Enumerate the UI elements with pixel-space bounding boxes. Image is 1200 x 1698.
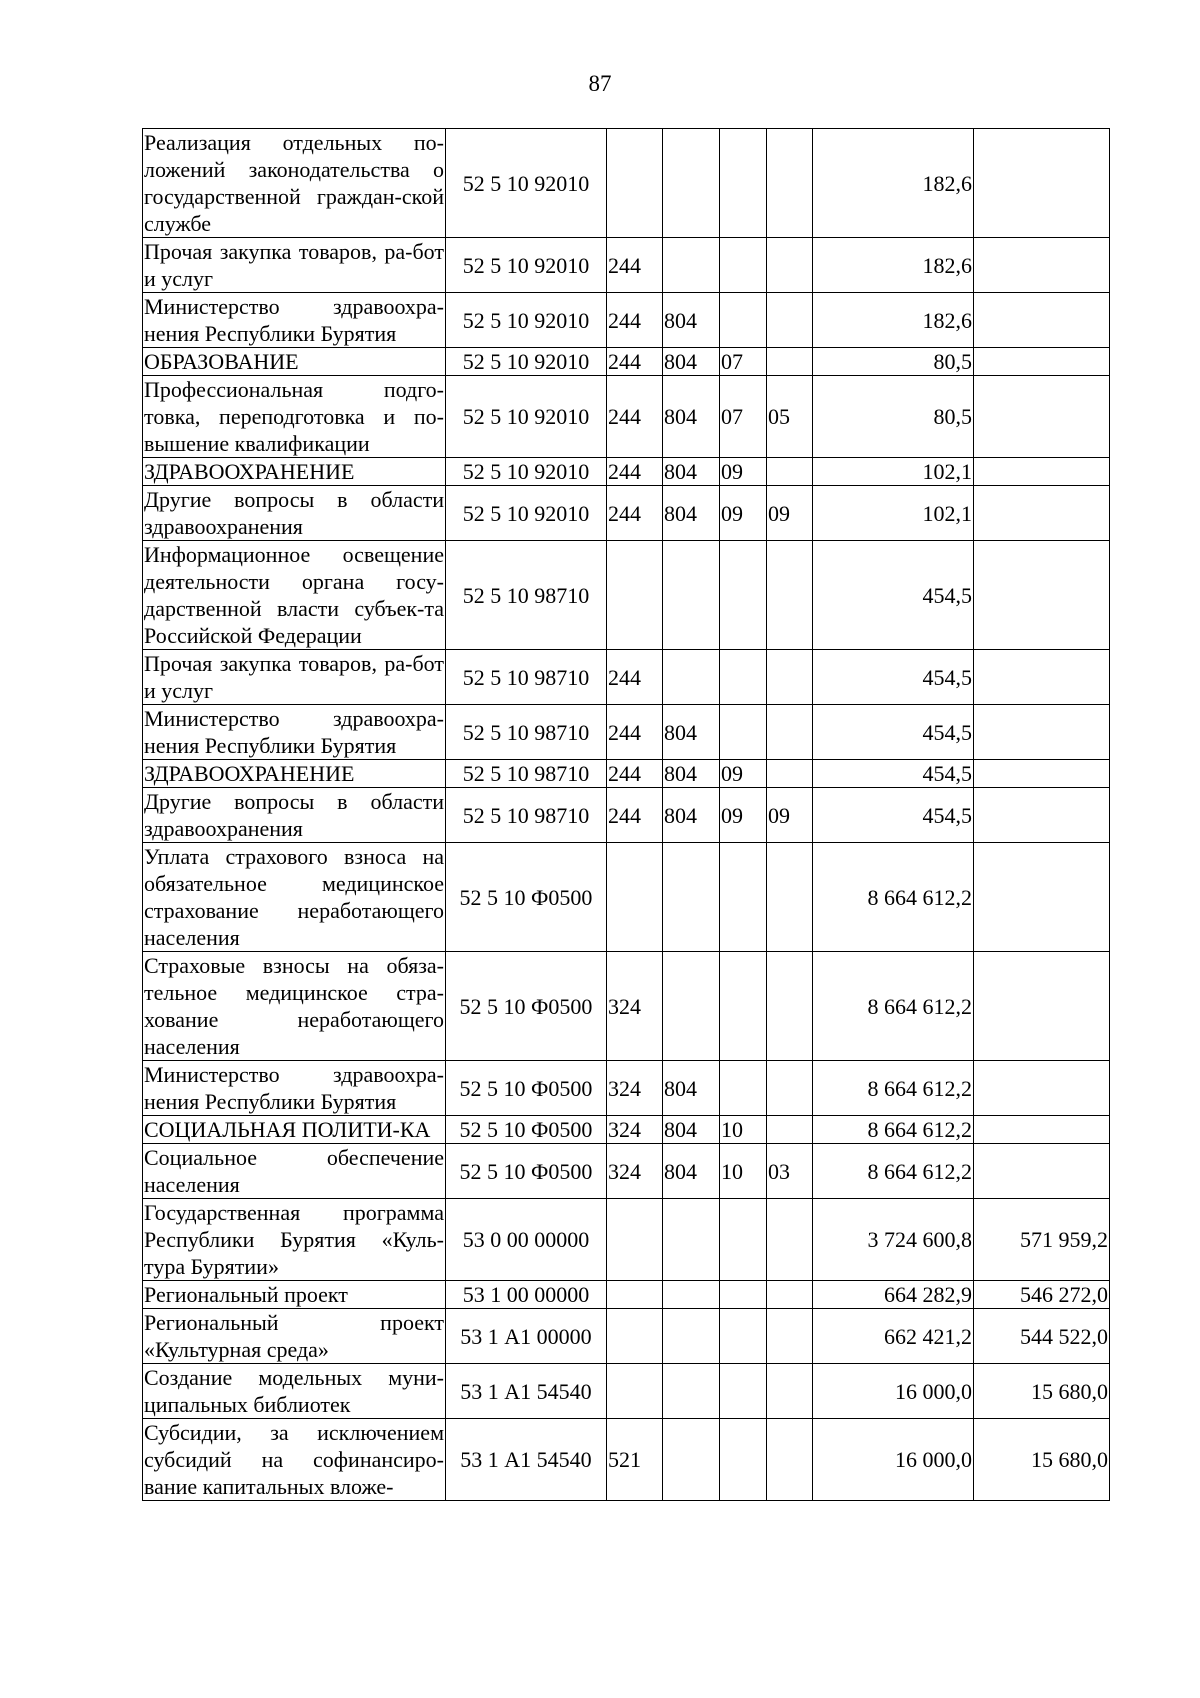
section-code-cell: 07 (720, 348, 767, 376)
row-name-cell: ЗДРАВООХРАНЕНИЕ (143, 760, 446, 788)
row-name-cell: Министерство здравоохра-нения Республики Бурятия (144, 1062, 444, 1114)
table-row (143, 952, 1110, 1061)
expense-type-cell: 244 (607, 760, 663, 788)
section-code-cell (720, 705, 767, 760)
expense-type-cell: 244 (607, 238, 663, 293)
subsection-code-cell (767, 541, 813, 650)
subsection-code-cell (767, 129, 813, 238)
target-article-cell: 52 5 10 92010 (446, 129, 607, 238)
expense-type-cell: 324 (607, 1144, 663, 1199)
expense-type-cell: 324 (607, 952, 663, 1061)
target-article-cell: 52 5 10 92010 (446, 458, 607, 486)
row-name-cell: Информационное освещение деятельности органа госу-дарственной власти субъек-та Российской Федерации (144, 542, 444, 648)
amount-total-cell: 8 664 612,2 (813, 843, 974, 952)
section-code-cell (720, 1419, 767, 1501)
amount-total-cell: 182,6 (813, 238, 974, 293)
amount-federal-cell: 544 522,0 (974, 1309, 1110, 1364)
section-code-cell: 10 (720, 1116, 767, 1144)
section-code-cell (720, 1364, 767, 1419)
subsection-code-cell: 09 (767, 788, 813, 843)
table-row (143, 238, 1110, 293)
ministry-code-cell (663, 1199, 720, 1281)
row-name-cell: Прочая закупка товаров, ра-бот и услуг (144, 239, 444, 291)
amount-federal-cell (974, 760, 1110, 788)
amount-total-cell: 662 421,2 (813, 1309, 974, 1364)
table-row (143, 348, 1110, 376)
row-name-cell: ЗДРАВООХРАНЕНИЕ (143, 458, 446, 486)
expense-type-cell: 244 (607, 650, 663, 705)
subsection-code-cell (767, 1116, 813, 1144)
expense-type-cell: 324 (607, 1116, 663, 1144)
ministry-code-cell (663, 952, 720, 1061)
row-name-cell: Министерство здравоохра-нения Республики Бурятия (144, 706, 444, 758)
ministry-code-cell: 804 (663, 376, 720, 458)
table-row (143, 129, 1110, 238)
subsection-code-cell: 09 (767, 486, 813, 541)
section-code-cell (720, 541, 767, 650)
target-article-cell: 52 5 10 98710 (446, 760, 607, 788)
expense-type-cell (607, 1199, 663, 1281)
amount-federal-cell (974, 238, 1110, 293)
amount-total-cell: 664 282,9 (813, 1281, 974, 1309)
subsection-code-cell (767, 458, 813, 486)
ministry-code-cell (663, 238, 720, 293)
section-code-cell (720, 843, 767, 952)
target-article-cell: 52 5 10 92010 (446, 238, 607, 293)
ministry-code-cell: 804 (663, 458, 720, 486)
amount-federal-cell (974, 952, 1110, 1061)
row-name-cell: Реализация отдельных по-ложений законодательства о государственной граждан-ской службе (144, 130, 444, 236)
subsection-code-cell (767, 650, 813, 705)
ministry-code-cell (663, 650, 720, 705)
row-name-cell: Региональный проект «Культурная среда» (144, 1310, 444, 1362)
section-code-cell (720, 129, 767, 238)
section-code-cell: 09 (720, 788, 767, 843)
amount-total-cell: 454,5 (813, 705, 974, 760)
table-row (143, 486, 1110, 541)
subsection-code-cell (767, 293, 813, 348)
row-name-cell: Уплата страхового взноса на обязательное медицинское страхование неработающего населения (144, 844, 444, 950)
amount-total-cell: 454,5 (813, 541, 974, 650)
table-row (143, 541, 1110, 650)
expense-type-cell: 244 (607, 486, 663, 541)
ministry-code-cell: 804 (663, 788, 720, 843)
ministry-code-cell: 804 (663, 760, 720, 788)
subsection-code-cell (767, 238, 813, 293)
expense-type-cell (607, 541, 663, 650)
table-row (143, 376, 1110, 458)
target-article-cell: 52 5 10 Ф0500 (446, 1144, 607, 1199)
amount-total-cell: 454,5 (813, 788, 974, 843)
expense-type-cell (607, 129, 663, 238)
amount-total-cell: 102,1 (813, 486, 974, 541)
table-row (143, 1364, 1110, 1419)
section-code-cell: 10 (720, 1144, 767, 1199)
amount-total-cell: 8 664 612,2 (813, 952, 974, 1061)
target-article-cell: 52 5 10 92010 (446, 348, 607, 376)
target-article-cell: 53 1 А1 54540 (446, 1419, 607, 1501)
row-name-cell: Региональный проект (143, 1281, 446, 1309)
amount-total-cell: 16 000,0 (813, 1419, 974, 1501)
amount-total-cell: 80,5 (813, 348, 974, 376)
expense-type-cell (607, 1309, 663, 1364)
expense-type-cell: 244 (607, 348, 663, 376)
target-article-cell: 52 5 10 Ф0500 (446, 952, 607, 1061)
subsection-code-cell (767, 952, 813, 1061)
table-row (143, 843, 1110, 952)
ministry-code-cell (663, 1419, 720, 1501)
subsection-code-cell (767, 1061, 813, 1116)
ministry-code-cell: 804 (663, 1116, 720, 1144)
section-code-cell (720, 1061, 767, 1116)
amount-federal-cell (974, 486, 1110, 541)
target-article-cell: 52 5 10 Ф0500 (446, 1061, 607, 1116)
expense-type-cell: 324 (607, 1061, 663, 1116)
table-row (143, 1116, 1110, 1144)
row-name-cell: Министерство здравоохра-нения Республики Бурятия (144, 294, 444, 346)
section-code-cell: 09 (720, 760, 767, 788)
amount-federal-cell: 546 272,0 (974, 1281, 1110, 1309)
ministry-code-cell: 804 (663, 293, 720, 348)
target-article-cell: 52 5 10 98710 (446, 788, 607, 843)
section-code-cell (720, 1199, 767, 1281)
table-body (143, 129, 1110, 1501)
section-code-cell (720, 1309, 767, 1364)
ministry-code-cell (663, 1281, 720, 1309)
target-article-cell: 53 1 00 00000 (446, 1281, 607, 1309)
expense-type-cell: 244 (607, 788, 663, 843)
amount-federal-cell (974, 788, 1110, 843)
ministry-code-cell (663, 1364, 720, 1419)
expense-type-cell: 244 (607, 458, 663, 486)
subsection-code-cell: 05 (767, 376, 813, 458)
ministry-code-cell: 804 (663, 486, 720, 541)
ministry-code-cell: 804 (663, 1144, 720, 1199)
table-row (143, 1144, 1110, 1199)
subsection-code-cell (767, 1281, 813, 1309)
target-article-cell: 52 5 10 Ф0500 (446, 843, 607, 952)
ministry-code-cell (663, 843, 720, 952)
ministry-code-cell: 804 (663, 348, 720, 376)
amount-federal-cell (974, 293, 1110, 348)
expense-type-cell: 521 (607, 1419, 663, 1501)
table-row (143, 458, 1110, 486)
expense-type-cell (607, 1364, 663, 1419)
amount-federal-cell (974, 650, 1110, 705)
subsection-code-cell (767, 1199, 813, 1281)
amount-federal-cell (974, 843, 1110, 952)
section-code-cell (720, 293, 767, 348)
section-code-cell (720, 1281, 767, 1309)
row-name-cell: Профессиональная подго-товка, переподготовка и по-вышение квалификации (144, 377, 444, 456)
amount-total-cell: 8 664 612,2 (813, 1116, 974, 1144)
table-row (143, 705, 1110, 760)
row-name-cell: Государственная программа Республики Бурятия «Куль-тура Бурятии» (144, 1200, 444, 1279)
expense-type-cell: 244 (607, 705, 663, 760)
target-article-cell: 52 5 10 98710 (446, 541, 607, 650)
amount-federal-cell (974, 376, 1110, 458)
row-name-cell: ОБРАЗОВАНИЕ (143, 348, 446, 376)
row-name-cell: Прочая закупка товаров, ра-бот и услуг (144, 651, 444, 703)
amount-total-cell: 3 724 600,8 (813, 1199, 974, 1281)
expense-type-cell: 244 (607, 376, 663, 458)
subsection-code-cell (767, 348, 813, 376)
ministry-code-cell: 804 (663, 1061, 720, 1116)
row-name-cell: Страховые взносы на обяза-тельное медицинское стра-хование неработающего населения (144, 953, 444, 1059)
amount-federal-cell (974, 705, 1110, 760)
amount-federal-cell: 15 680,0 (974, 1419, 1110, 1501)
table-row (143, 1419, 1110, 1501)
table-row (143, 788, 1110, 843)
table-row (143, 1061, 1110, 1116)
target-article-cell: 53 1 А1 54540 (446, 1364, 607, 1419)
subsection-code-cell (767, 1419, 813, 1501)
target-article-cell: 53 0 00 00000 (446, 1199, 607, 1281)
target-article-cell: 52 5 10 92010 (446, 376, 607, 458)
amount-total-cell: 8 664 612,2 (813, 1144, 974, 1199)
subsection-code-cell (767, 1364, 813, 1419)
row-name-cell: СОЦИАЛЬНАЯ ПОЛИТИ-КА (143, 1116, 446, 1144)
amount-federal-cell (974, 129, 1110, 238)
subsection-code-cell: 03 (767, 1144, 813, 1199)
subsection-code-cell (767, 760, 813, 788)
amount-total-cell: 102,1 (813, 458, 974, 486)
amount-total-cell: 454,5 (813, 650, 974, 705)
row-name-cell: Создание модельных муни-ципальных библиотек (144, 1365, 444, 1417)
section-code-cell (720, 650, 767, 705)
expense-type-cell (607, 843, 663, 952)
amount-total-cell: 182,6 (813, 129, 974, 238)
budget-table (142, 128, 1110, 1501)
subsection-code-cell (767, 1309, 813, 1364)
amount-total-cell: 8 664 612,2 (813, 1061, 974, 1116)
section-code-cell: 09 (720, 458, 767, 486)
amount-federal-cell (974, 541, 1110, 650)
section-code-cell: 07 (720, 376, 767, 458)
ministry-code-cell (663, 1309, 720, 1364)
ministry-code-cell: 804 (663, 705, 720, 760)
table-row (143, 760, 1110, 788)
section-code-cell: 09 (720, 486, 767, 541)
target-article-cell: 52 5 10 92010 (446, 293, 607, 348)
subsection-code-cell (767, 705, 813, 760)
section-code-cell (720, 952, 767, 1061)
amount-total-cell: 182,6 (813, 293, 974, 348)
page-number: 87 (588, 71, 612, 96)
target-article-cell: 52 5 10 Ф0500 (446, 1116, 607, 1144)
target-article-cell: 52 5 10 92010 (446, 486, 607, 541)
section-code-cell (720, 238, 767, 293)
target-article-cell: 53 1 А1 00000 (446, 1309, 607, 1364)
amount-federal-cell: 571 959,2 (974, 1199, 1110, 1281)
amount-total-cell: 80,5 (813, 376, 974, 458)
amount-federal-cell (974, 1061, 1110, 1116)
table-row (143, 650, 1110, 705)
ministry-code-cell (663, 129, 720, 238)
amount-federal-cell: 15 680,0 (974, 1364, 1110, 1419)
amount-total-cell: 16 000,0 (813, 1364, 974, 1419)
target-article-cell: 52 5 10 98710 (446, 650, 607, 705)
table-row (143, 1199, 1110, 1281)
row-name-cell: Субсидии, за исключением субсидий на софинансиро-вание капитальных вложе- (144, 1420, 444, 1499)
table-row (143, 1281, 1110, 1309)
row-name-cell: Другие вопросы в области здравоохранения (144, 487, 444, 539)
ministry-code-cell (663, 541, 720, 650)
table-row (143, 1309, 1110, 1364)
row-name-cell: Социальное обеспечение населения (144, 1145, 444, 1197)
expense-type-cell (607, 1281, 663, 1309)
target-article-cell: 52 5 10 98710 (446, 705, 607, 760)
subsection-code-cell (767, 843, 813, 952)
amount-federal-cell (974, 1116, 1110, 1144)
amount-federal-cell (974, 1144, 1110, 1199)
table-row (143, 293, 1110, 348)
amount-federal-cell (974, 458, 1110, 486)
expense-type-cell: 244 (607, 293, 663, 348)
row-name-cell: Другие вопросы в области здравоохранения (144, 789, 444, 841)
amount-total-cell: 454,5 (813, 760, 974, 788)
amount-federal-cell (974, 348, 1110, 376)
